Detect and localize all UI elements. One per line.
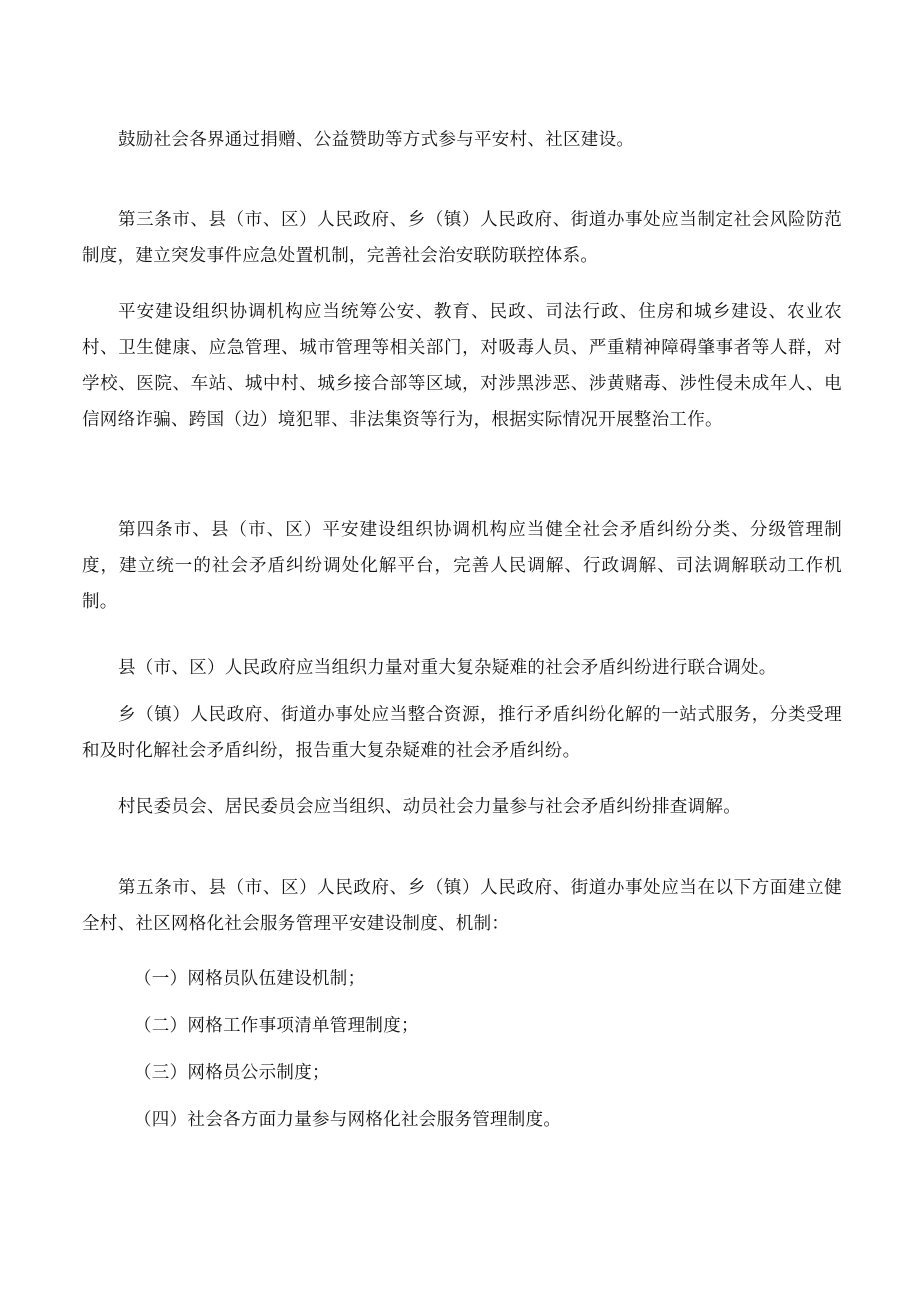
paragraph-article-5: 第五条市、县（市、区）人民政府、乡（镇）人民政府、街道办事处应当在以下方面建立健全村、社区网格化社会服务管理平安建设制度、机制： [82,878,842,934]
paragraph-article-3: 第三条市、县（市、区）人民政府、乡（镇）人民政府、街道办事处应当制定社会风险防范制度，建立突发事件应急处置机制，完善社会治安联防联控体系。 [82,210,842,266]
paragraph-township-service: 乡（镇）人民政府、街道办事处应当整合资源，推行矛盾纠纷化解的一站式服务，分类受理和及时化解社会矛盾纠纷，报告重大复杂疑难的社会矛盾纠纷。 [82,705,842,761]
list-item-2: （二）网格工作事项清单管理制度； [134,1016,419,1036]
paragraph-article-4: 第四条市、县（市、区）平安建设组织协调机构应当健全社会矛盾纠纷分类、分级管理制度，建立统一的社会矛盾纠纷调处化解平台，完善人民调解、行政调解、司法调解联动工作机制。 [82,520,842,612]
list-item-3: （三）网格员公示制度； [134,1063,330,1083]
paragraph-village-committee: 村民委员会、居民委员会应当组织、动员社会力量参与社会矛盾纠纷排查调解。 [118,797,741,817]
paragraph-county-mediation: 县（市、区）人民政府应当组织力量对重大复杂疑难的社会矛盾纠纷进行联合调处。 [118,658,777,678]
list-item-1: （一）网格员队伍建设机制； [134,969,366,989]
paragraph-encouragement: 鼓励社会各界通过捐赠、公益赞助等方式参与平安村、社区建设。 [118,130,635,150]
paragraph-coordination: 平安建设组织协调机构应当统筹公安、教育、民政、司法行政、住房和城乡建设、农业农村、卫生健康、应急管理、城市管理等相关部门，对吸毒人员、严重精神障碍肇事者等人群，对学校、医院、车站、城中村、城乡接合部等区域，对涉黑涉恶、涉黄赌毒、涉性侵未成年人、电信网络诈骗、跨国（边）境犯罪、非法集资等行为，根据实际情况开展整治工作。 [82,302,842,430]
list-item-4: （四）社会各方面力量参与网格化社会服务管理制度。 [134,1110,562,1130]
